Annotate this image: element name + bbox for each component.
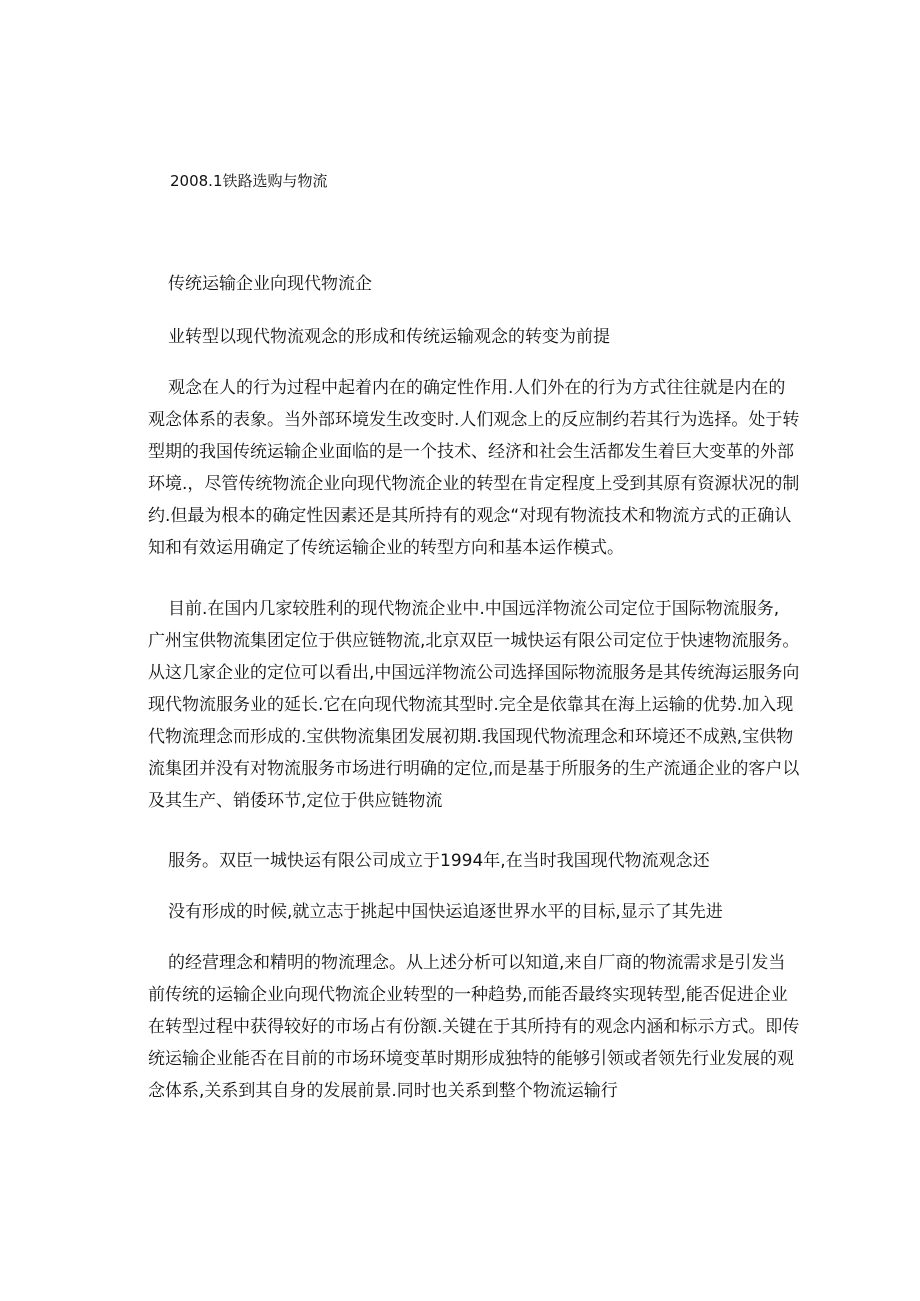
paragraph-line: 现代物流服务业的延长.它在向现代物流其型时.完全是依靠其在海上运输的优势.加入现 (148, 695, 794, 715)
paragraph-line: 从这几家企业的定位可以看出,中国远洋物流公司选择国际物流服务是其传统海运服务向 (148, 663, 800, 683)
title-line-1 (168, 268, 372, 300)
paragraph-line: 代物流理念而形成的.宝供物流集团发展初期.我国现代物流理念和环境还不成熟,宝供物 (148, 727, 794, 747)
paragraph-line: 的经营理念和精明的物流理念。从上述分析可以知道,来自厂商的物流需求是引发当 (168, 953, 786, 973)
paragraph-line: 广州宝供物流集团定位于供应链物流,北京双臣一城快运有限公司定位于快速物流服务。 (148, 631, 800, 651)
paragraph-line: 前传统的运输企业向现代物流企业转型的一种趋势,而能否最终实现转型,能否促进企业 (148, 985, 788, 1005)
title-text-2: 业转型以现代物流观念的形成和传统运输观念的转变为前提 (168, 327, 610, 347)
paragraph-line: 型期的我国传统运输企业面临的是一个技术、经济和社会生活都发生着巨大变革的外部 (148, 442, 794, 462)
running-header: 2008.1铁路选购与物流 (170, 172, 328, 190)
paragraph-line: 约.但最为根本的确定性因素还是其所持有的观念“对现有物流技术和物流方式的正确认 (148, 506, 792, 526)
paragraph-line: 目前.在国内几家较胜利的现代物流企业中.中国远洋物流公司定位于国际物流服务, (168, 599, 780, 619)
paragraph-line: 观念体系的表象。当外部环境发生改变时.人们观念上的反应制约若其行为选择。处于转 (148, 410, 800, 430)
paragraph-2 (148, 593, 799, 817)
paragraph-3 (168, 845, 710, 877)
paragraph-line: 没有形成的时候,就立志于挑起中国快运追逐世界水平的目标,显示了其先进 (168, 902, 723, 922)
paragraph-line: 观念在人的行为过程中起着内在的确定性作用.人们外在的行为方式往往就是内在的 (168, 378, 786, 398)
paragraph-line: 服务。双臣一城快运有限公司成立于1994年,在当时我国现代物流观念还 (168, 851, 710, 871)
title-text-1: 传统运输企业向现代物流企 (168, 274, 372, 294)
paragraph-line: 念体系,关系到其自身的发展前景.同时也关系到整个物流运输行 (148, 1081, 618, 1101)
paragraph-line: 环境.，尽管传统物流企业向现代物流企业的转型在肯定程度上受到其原有资源状况的制 (148, 474, 800, 494)
paragraph-line: 在转型过程中获得较好的市场占有份额.关键在于其所持有的观念内涵和标示方式。即传 (148, 1017, 800, 1037)
paragraph-line: 及其生产、销倭环节,定位于供应链物流 (148, 791, 443, 811)
paragraph-line: 知和有效运用确定了传统运输企业的转型方向和基本运作模式。 (148, 538, 624, 558)
paragraph-5 (148, 947, 799, 1107)
paragraph-4 (168, 896, 723, 928)
paragraph-1 (148, 372, 799, 564)
paragraph-line: 统运输企业能否在目前的市场环境变革时期形成独特的能够引领或者领先行业发展的观 (148, 1049, 794, 1069)
title-line-2 (168, 321, 610, 353)
paragraph-line: 流集团并没有对物流服务市场进行明确的定位,而是基于所服务的生产流通企业的客户以 (148, 759, 800, 779)
